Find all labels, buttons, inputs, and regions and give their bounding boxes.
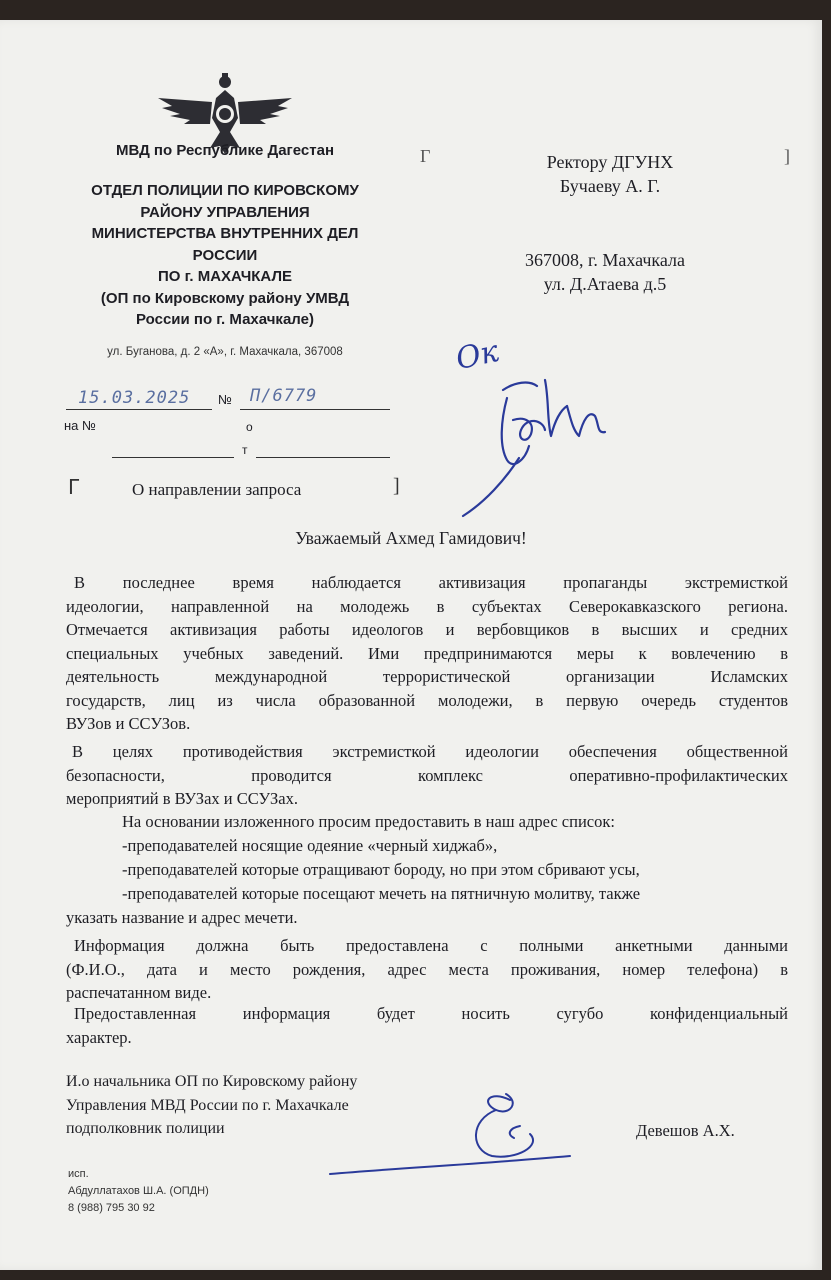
request-item-1: -преподавателей носящие одеяние «черный хиджаб»,	[122, 836, 498, 855]
handwritten-ok-note: Ок	[452, 333, 502, 378]
executor-phone: 8 (988) 795 30 92	[68, 1202, 155, 1214]
body-paragraph-2: В целях противодействия экстремисткой идеологии обеспечения общественной безопасности, проводится комплекс оперативно-профилактических мероприятий в ВУЗах и ССУЗах.	[66, 742, 788, 808]
recipient-block	[500, 150, 720, 198]
executor-name: Абдуллатахов Ш.А. (ОПДН)	[68, 1185, 209, 1197]
request-item-3-continuation: указать название и адрес мечети.	[66, 908, 298, 927]
from-label-t: т	[242, 443, 248, 457]
body-paragraph-5: Предоставленная информация будет носить сугубо конфиденциальный характер.	[66, 1004, 788, 1047]
handwritten-signature	[320, 1080, 580, 1180]
department-name: ОТДЕЛ ПОЛИЦИИ ПО КИРОВСКОМУ РАЙОНУ УПРАВЛЕНИЯ МИНИСТЕРСТВА ВНУТРЕННИХ ДЕЛ РОССИИ ПО г. МАХАЧКАЛЕ (ОП по Кировскому району УМВД России по г. Махачкале)	[91, 182, 359, 328]
reply-to-label: на №	[64, 418, 96, 433]
executor-label: исп.	[68, 1168, 89, 1180]
signatory-title: И.о начальника ОП по Кировскому району Управления МВД России по г. Махачкале подполковник полиции	[66, 1073, 358, 1137]
request-item-2: -преподавателей которые отращивают бороду, но при этом сбривают усы,	[122, 860, 640, 879]
registration-date: 15.03.2025	[78, 388, 191, 408]
recipient-bracket-close: ]	[784, 146, 790, 166]
executor-block	[68, 1166, 209, 1217]
subject-line: О направлении запроса	[132, 480, 302, 499]
department-address: ул. Буганова, д. 2 «А», г. Махачкала, 367008	[107, 346, 343, 358]
recipient-title: Ректору ДГУНХ	[546, 152, 674, 172]
ministry-name: МВД по Республике Дагестан	[115, 142, 335, 159]
subject-bracket-open: Г	[68, 475, 81, 499]
recipient-name: Бучаеву А. Г.	[559, 176, 661, 196]
registration-number: П/6779	[250, 386, 318, 406]
number-label: №	[218, 392, 232, 407]
letter-sheet	[0, 20, 822, 1270]
handwritten-resolution-signature	[455, 350, 635, 530]
date-underline	[66, 409, 212, 410]
request-item-3: -преподавателей которые посещают мечеть на пятничную молитву, также	[122, 884, 641, 903]
number-underline	[240, 409, 390, 410]
salutation: Уважаемый Ахмед Гамидович!	[295, 528, 527, 548]
recipient-bracket-open: Г	[420, 146, 431, 166]
subject-bracket-close: ]	[393, 475, 400, 497]
body-paragraph-1: В последнее время наблюдается активизация пропаганды экстремисткой идеологии, направленной на молодежь в субъектах Северокавказского региона. Отмечается активизация работы идеологов и вербовщиков в высших и средних специальных учебных заведений. Ими предпринимаются меры к вовлечению в деятельность международной террористической организации Исламских государств, лиц из числа образованной молодежи, в первую очередь студентов ВУЗов и ССУЗов.	[66, 573, 788, 733]
request-intro: На основании изложенного просим предоставить в наш адрес список:	[122, 812, 615, 831]
body-paragraph-4: Информация должна быть предоставлена с полными анкетными данными (Ф.И.О., дата и место рождения, адрес места проживания, номер телефона) в распечатанном виде.	[66, 936, 788, 1002]
reply-date-line	[256, 457, 390, 458]
signatory-name: Девешов А.Х.	[636, 1121, 735, 1140]
from-label-o: о	[246, 420, 253, 434]
recipient-address: 367008, г. Махачкала ул. Д.Атаева д.5	[524, 250, 686, 294]
reply-number-line	[112, 457, 234, 458]
